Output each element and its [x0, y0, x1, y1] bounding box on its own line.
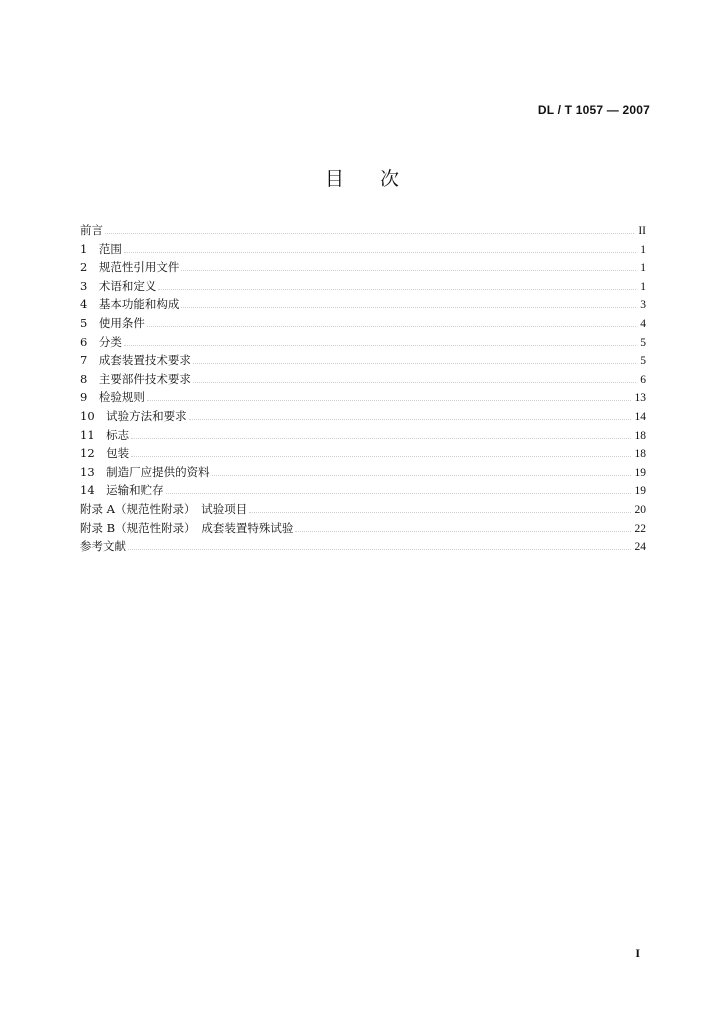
toc-entry[interactable] [80, 464, 646, 483]
toc-entry-page: 19 [634, 466, 646, 479]
toc-dot-leader [295, 530, 630, 532]
toc-entry-page: 1 [640, 280, 646, 293]
toc-entry-label: 12 包装 [80, 446, 130, 461]
toc-entry-page: 18 [634, 448, 646, 461]
toc-entry[interactable] [80, 445, 646, 464]
toc-dot-leader [131, 455, 630, 457]
toc-entry-label: 7 成套装置技术要求 [80, 353, 191, 368]
document-code: DL / T 1057 — 2007 [537, 103, 650, 117]
toc-dot-leader [193, 381, 636, 383]
toc-entry-label: 13 制造厂应提供的资料 [80, 464, 210, 479]
toc-entry-label: 14 运输和贮存 [80, 483, 164, 498]
page-number: I [635, 946, 640, 960]
toc-entry-label: 附录 B（规范性附录） 成套装置特殊试验 [80, 520, 294, 535]
toc-entry[interactable] [80, 501, 646, 520]
toc-entry-page: 14 [634, 410, 646, 423]
toc-entry-label: 附录 A（规范性附录） 试验项目 [80, 501, 248, 516]
toc-entry-label: 10 试验方法和要求 [80, 408, 187, 423]
toc-entry-label: 11 标志 [80, 427, 130, 442]
toc-entry-page: 5 [640, 355, 646, 368]
toc-entry-label: 1 范围 [80, 241, 122, 256]
toc-dot-leader [189, 418, 631, 420]
toc-dot-leader [124, 251, 636, 253]
toc-dot-leader [249, 511, 630, 513]
toc-dot-leader [124, 344, 636, 346]
toc-entry-page: 19 [634, 485, 646, 498]
toc-dot-leader [181, 269, 636, 271]
page-title: 目次 [324, 168, 435, 190]
toc-entry-page: II [638, 225, 646, 237]
toc-entry-page: 20 [634, 503, 646, 516]
toc-entry-page: 6 [640, 373, 646, 386]
toc-entry[interactable] [80, 278, 646, 297]
toc-dot-leader [105, 232, 634, 234]
toc-dot-leader [147, 399, 631, 401]
toc-entry[interactable] [80, 538, 646, 557]
toc-entry-page: 22 [634, 522, 646, 535]
table-of-contents [80, 222, 646, 557]
toc-entry[interactable] [80, 315, 646, 334]
toc-dot-leader [212, 474, 631, 476]
toc-entry-label: 前言 [80, 223, 103, 237]
toc-entry-page: 18 [634, 429, 646, 442]
toc-dot-leader [166, 492, 631, 494]
toc-entry-label: 5 使用条件 [80, 315, 145, 330]
toc-entry[interactable] [80, 222, 646, 241]
toc-entry[interactable] [80, 520, 646, 539]
toc-dot-leader [181, 306, 636, 308]
toc-entry[interactable] [80, 389, 646, 408]
toc-entry[interactable] [80, 334, 646, 353]
toc-dot-leader [193, 362, 636, 364]
toc-dot-leader [158, 288, 636, 290]
toc-entry-label: 3 术语和定义 [80, 278, 157, 293]
toc-entry-page: 1 [640, 243, 646, 256]
toc-entry-page: 4 [640, 317, 646, 330]
toc-entry[interactable] [80, 408, 646, 427]
toc-entry-page: 24 [634, 541, 646, 554]
toc-entry[interactable] [80, 371, 646, 390]
toc-entry-page: 5 [640, 336, 646, 349]
toc-entry-label: 6 分类 [80, 334, 122, 349]
toc-entry-label: 2 规范性引用文件 [80, 260, 180, 275]
toc-entry[interactable] [80, 352, 646, 371]
toc-entry-label: 8 主要部件技术要求 [80, 371, 191, 386]
toc-entry[interactable] [80, 259, 646, 278]
toc-entry[interactable] [80, 241, 646, 260]
toc-entry-label: 4 基本功能和构成 [80, 297, 180, 312]
toc-entry-label: 参考文献 [80, 539, 126, 554]
toc-dot-leader [128, 548, 631, 550]
toc-dot-leader [147, 325, 636, 327]
toc-entry-label: 9 检验规则 [80, 390, 145, 405]
toc-entry[interactable] [80, 482, 646, 501]
toc-entry[interactable] [80, 296, 646, 315]
toc-entry[interactable] [80, 427, 646, 446]
toc-entry-page: 3 [640, 299, 646, 312]
toc-entry-page: 1 [640, 262, 646, 275]
toc-entry-page: 13 [634, 392, 646, 405]
toc-dot-leader [131, 437, 630, 439]
